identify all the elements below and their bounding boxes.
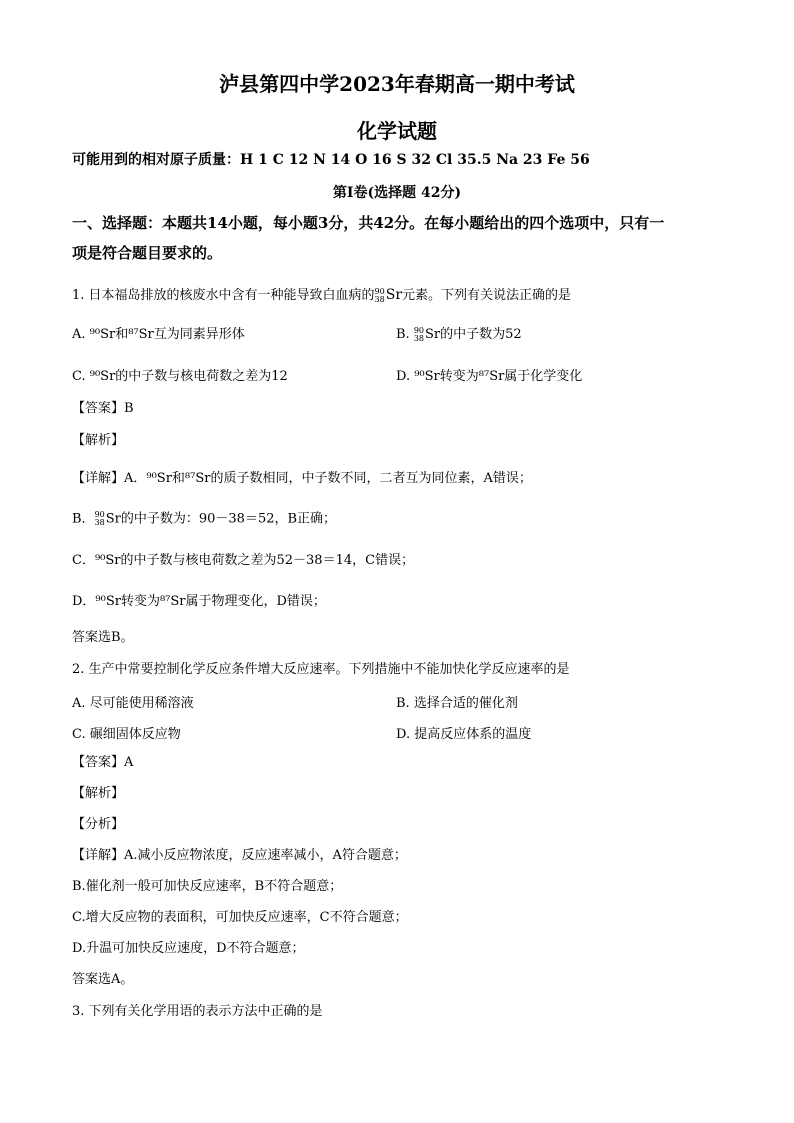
q2-conclusion: 答案选A。 — [72, 972, 134, 987]
instruction-line-1: 一、选择题：本题共14小题，每小题3分，共42分。在每小题给出的四个选项中，只有一 — [72, 214, 665, 232]
q2-option-c: C. 碾细固体反应物 — [72, 727, 181, 742]
q1-stem-pre: 1. 日本福岛排放的核废水中含有一种能导致白血病的 — [72, 288, 375, 303]
q2-option-a: A. 尽可能使用稀溶液 — [72, 696, 194, 711]
q1-detail-b-text: Sr的中子数为：90－38＝52，B正确； — [105, 511, 337, 527]
q1-option-b-z: 38 — [413, 333, 425, 343]
instruction-line-2: 项是符合题目要求的。 — [72, 244, 223, 262]
q2-option-b: B. 选择合适的催化剂 — [396, 696, 518, 711]
q1-detail-b-z: 38 — [94, 517, 105, 527]
q1-isotope-mass: 90 — [374, 286, 385, 296]
q2-fenxi: 【分析】 — [72, 817, 125, 832]
atomic-masses: 可能用到的相对原子质量：H 1 C 12 N 14 O 16 S 32 Cl 35.5 Na 23 Fe 56 — [72, 152, 590, 168]
q1-conclusion: 答案选B。 — [72, 630, 134, 645]
q1-isotope-symbol: Sr — [385, 287, 403, 303]
q1-stem-post: 元素。下列有关说法正确的是 — [402, 288, 572, 303]
exam-subtitle: 化学试题 — [357, 119, 437, 143]
section-heading: 第I卷(选择题 42分) — [332, 185, 462, 201]
q2-detail-c: C.增大反应物的表面积，可加快反应速率，C不符合题意； — [72, 910, 408, 925]
exam-title: 泸县第四中学2023年春期高一期中考试 — [219, 72, 575, 96]
q3-stem: 3. 下列有关化学用语的表示方法中正确的是 — [72, 1004, 323, 1019]
q1-detail-b-isotope-numbers — [95, 511, 105, 527]
q1-detail-b-isotope — [95, 510, 106, 528]
q1-isotope-numbers — [375, 288, 385, 304]
q1-analysis: 【解析】 — [72, 433, 125, 448]
q2-analysis: 【解析】 — [72, 786, 125, 801]
q1-option-d: D. ⁹⁰Sr转变为⁸⁷Sr属于化学变化 — [396, 369, 583, 384]
q1-answer: 【答案】B — [72, 401, 134, 416]
q1-isotope — [375, 286, 402, 305]
q1-detail-a: 【详解】A．⁹⁰Sr和⁸⁷Sr的质子数相同，中子数不同，二者互为同位素，A错误； — [72, 471, 532, 486]
q1-option-b-isotope-numbers — [414, 327, 424, 343]
q1-option-b-text: Sr的中子数为52 — [425, 327, 522, 342]
q1-option-b-prefix: B. — [396, 327, 414, 342]
q1-detail-d: D．⁹⁰Sr转变为⁸⁷Sr属于物理变化，D错误； — [72, 594, 326, 609]
q2-option-d: D. 提高反应体系的温度 — [396, 727, 532, 742]
q1-detail-c: C．⁹⁰Sr的中子数与核电荷数之差为52－38＝14，C错误； — [72, 553, 415, 568]
q2-detail-a: 【详解】A.减小反应物浓度，反应速率减小，A符合题意； — [72, 848, 407, 863]
q1-detail-b — [72, 510, 732, 529]
q1-option-b-mass: 90 — [413, 325, 425, 335]
q2-detail-b: B.催化剂一般可加快反应速率，B不符合题意； — [72, 879, 343, 894]
q1-option-c: C. ⁹⁰Sr的中子数与核电荷数之差为12 — [72, 369, 288, 384]
q1-detail-b-prefix: B． — [72, 511, 95, 527]
q2-stem: 2. 生产中常要控制化学反应条件增大反应速率。下列措施中不能加快化学反应速率的是 — [72, 662, 570, 677]
q1-option-b-isotope — [414, 327, 425, 343]
q1-stem — [72, 286, 732, 305]
q2-detail-d: D.升温可加快反应速度，D不符合题意； — [72, 941, 305, 956]
q1-detail-b-mass: 90 — [94, 509, 105, 519]
q2-answer: 【答案】A — [72, 755, 134, 770]
q1-isotope-z: 38 — [374, 294, 385, 304]
q1-option-a: A. ⁹⁰Sr和⁸⁷Sr互为同素异形体 — [72, 327, 245, 342]
q1-option-b — [396, 323, 522, 343]
